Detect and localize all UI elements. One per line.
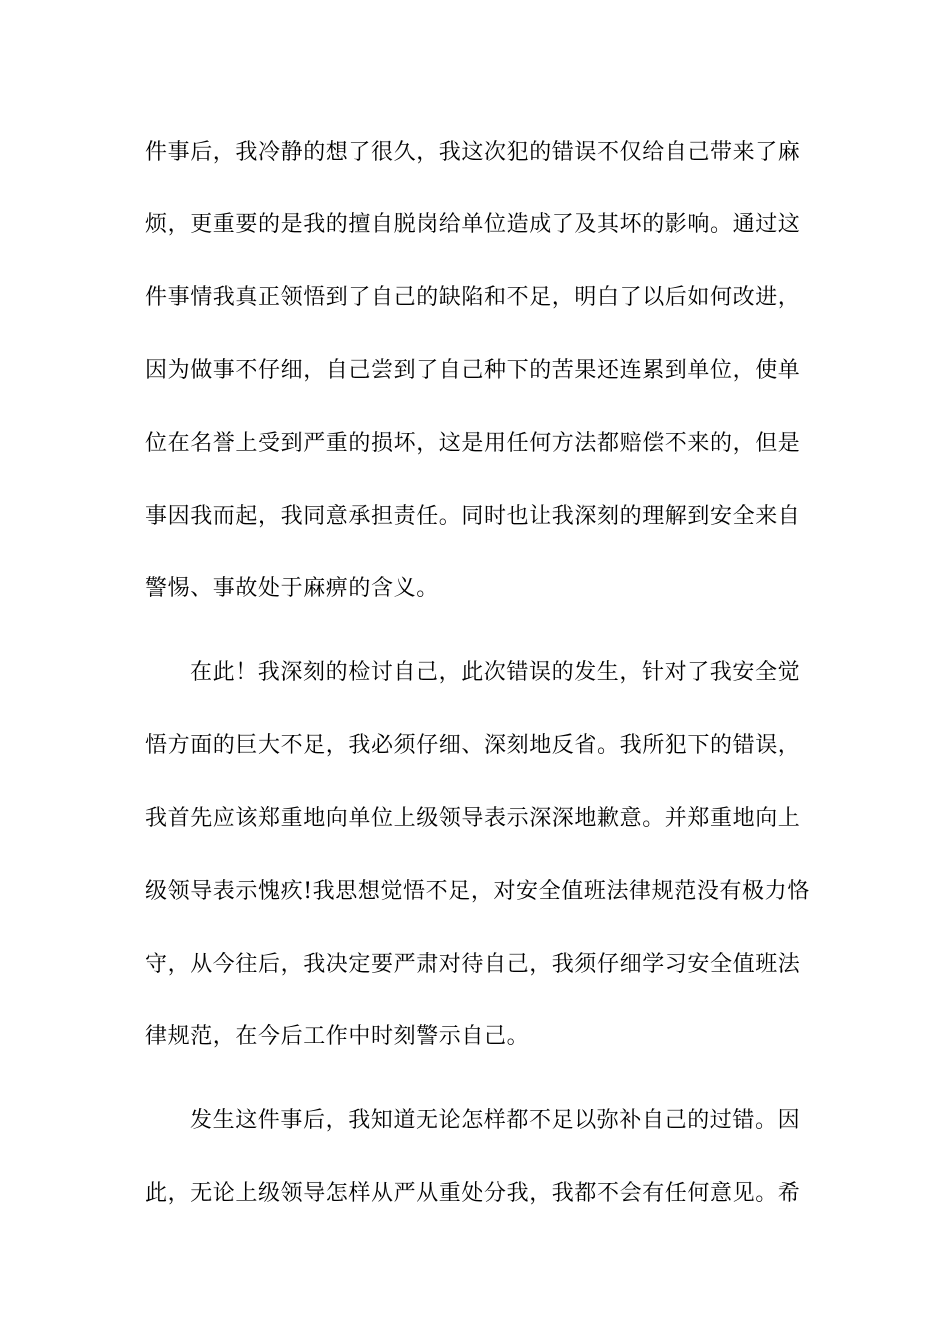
text-line: 律规范，在今后工作中时刻警示自己。 bbox=[145, 1024, 530, 1049]
text-line: 守，从今往后，我决定要严肃对待自己，我须仔细学习安全值班法 bbox=[145, 952, 801, 977]
text-line: 位在名誉上受到严重的损坏，这是用任何方法都赔偿不来的，但是 bbox=[145, 431, 801, 456]
text-line: 事因我而起，我同意承担责任。同时也让我深刻的理解到安全来自 bbox=[145, 504, 801, 529]
text-line: 件事后，我冷静的想了很久，我这次犯的错误不仅给自己带来了麻 bbox=[145, 140, 801, 165]
text-line: 件事情我真正领悟到了自己的缺陷和不足，明白了以后如何改进， bbox=[145, 285, 801, 310]
text-line: 因为做事不仔细，自己尝到了自己种下的苦果还连累到单位，使单 bbox=[145, 358, 801, 383]
text-line: 悟方面的巨大不足，我必须仔细、深刻地反省。我所犯下的错误， bbox=[145, 733, 801, 758]
paragraph-first-line: 在此！我深刻的检讨自己，此次错误的发生，针对了我安全觉 bbox=[190, 660, 801, 685]
text-line: 此，无论上级领导怎样从严从重处分我，我都不会有任何意见。希 bbox=[145, 1181, 801, 1206]
text-line: 级领导表示愧疚!我思想觉悟不足，对安全值班法律规范没有极力恪 bbox=[145, 879, 810, 904]
text-line: 我首先应该郑重地向单位上级领导表示深深地歉意。并郑重地向上 bbox=[145, 806, 801, 831]
text-line: 烦，更重要的是我的擅自脱岗给单位造成了及其坏的影响。通过这 bbox=[145, 212, 801, 237]
text-line: 警惕、事故处于麻痹的含义。 bbox=[145, 576, 439, 601]
paragraph-first-line: 发生这件事后，我知道无论怎样都不足以弥补自己的过错。因 bbox=[190, 1108, 801, 1133]
